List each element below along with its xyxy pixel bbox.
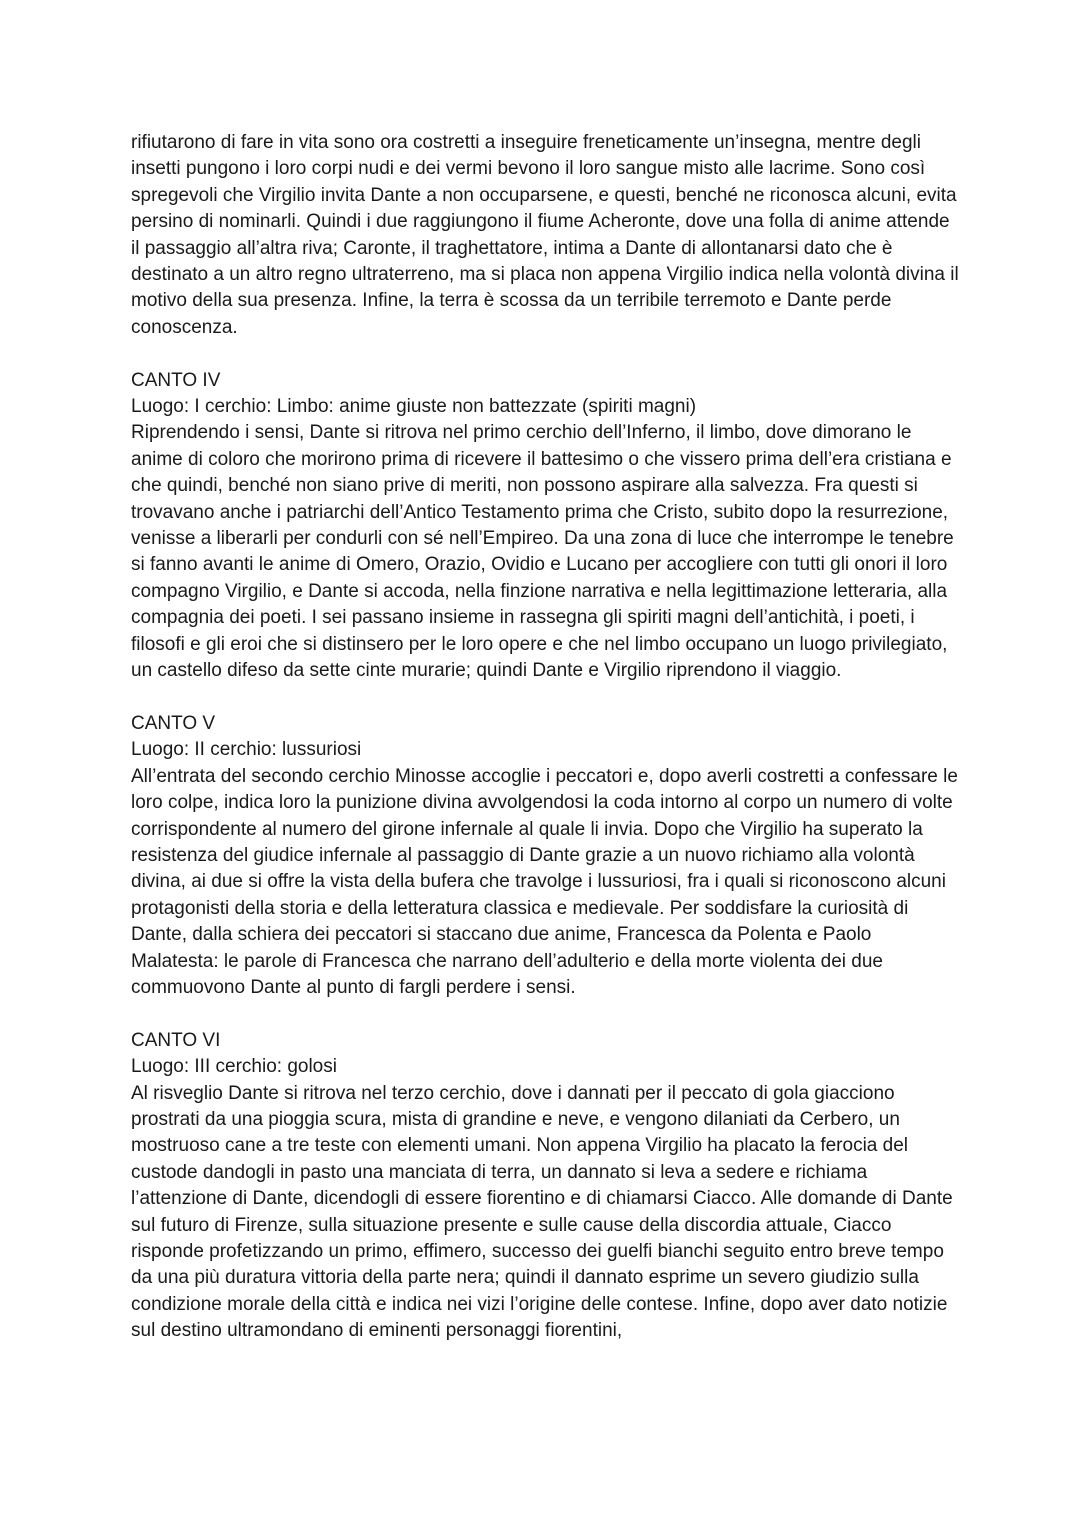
canto-iv-text: Riprendendo i sensi, Dante si ritrova nel primo cerchio dell’Inferno, il limbo, dove dimorano le anime di coloro che morirono prima di ricevere il battesimo o che vissero prima dell’era cristiana e che quindi, benché non siano prive di meriti, non possono aspirare alla salvezza. Fra questi si trovavano anche i patriarchi dell’Antico Testamento prima che Cristo, subito dopo la resurrezione, venisse a liberarli per condurli con sé nell’Empireo. Da una zona di luce che interrompe le tenebre si fanno avanti le anime di Omero, Orazio, Ovidio e Lucano per accogliere con tutti gli onori il loro compagno Virgilio, e Dante si accoda, nella finzione narrativa e nella legittimazione letteraria, alla compagnia dei poeti. I sei passano insieme in rassegna gli spiriti magni dell’antichità, i poeti, i filosofi e gli eroi che si distinsero per le loro opere e che nel limbo occupano un luogo privilegiato, un castello difeso da sette cinte murarie; quindi Dante e Virgilio riprendono il viaggio. [131,422,954,682]
canto-vi-text: Al risveglio Dante si ritrova nel terzo cerchio, dove i dannati per il peccato di gola giacciono prostrati da una pioggia scura, mista di grandine e neve, e vengono dilaniati da Cerbero, un mostruoso cane a tre teste con elementi umani. Non appena Virgilio ha placato la ferocia del custode dandogli in pasto una manciata di terra, un dannato si leva a sedere e richiama l’attenzione di Dante, dicendogli di essere fiorentino e di chiamarsi Ciacco. Alle domande di Dante sul futuro di Firenze, sulla situazione presente e sulle cause della discordia attuale, Ciacco risponde profetizzando un primo, effimero, successo dei guelfi bianchi seguito entro breve tempo da una più duratura vittoria della parte nera; quindi il dannato esprime un severo giudizio sulla condizione morale della città e indica nei vizi l’origine delle contese. Infine, dopo aver dato notizie sul destino ultramondano di eminenti personaggi fiorentini, [131,1082,953,1342]
canto-v-title: CANTO V [131,712,216,734]
canto-iv-place: Luogo: I cerchio: Limbo: anime giuste non battezzate (spiriti magni) [131,396,697,418]
canto-vi-title: CANTO VI [131,1029,221,1051]
canto-iv-title: CANTO IV [131,369,221,391]
intro-paragraph: rifiutarono di fare in vita sono ora costretti a inseguire freneticamente un’insegna, mentre degli insetti pungono i loro corpi nudi e dei vermi bevono il loro sangue misto alle lacrime. Sono così spregevoli che Virgilio invita Dante a non occuparsene, e questi, benché ne riconosca alcuni, evita persino di nominarli. Quindi i due raggiungono il fiume Acheronte, dove una folla di anime attende il passaggio all’altra riva; Caronte, il traghettatore, intima a Dante di allontanarsi dato che è destinato a un altro regno ultraterreno, ma si placa non appena Virgilio indica nella volontà divina il motivo della sua presenza. Infine, la terra è scossa da un terribile terremoto e Dante perde conoscenza. [131,132,959,338]
canto-iv-section [131,368,961,685]
canto-vi-section [131,1028,961,1345]
canto-vi-place: Luogo: III cerchio: golosi [131,1056,337,1078]
document-page [131,130,961,1345]
canto-v-text: All’entrata del secondo cerchio Minosse accoglie i peccatori e, dopo averli costretti a confessare le loro colpe, indica loro la punizione divina avvolgendosi la coda intorno al corpo un numero di volte corrispondente al numero del girone infernale al quale li invia. Dopo che Virgilio ha superato la resistenza del giudice infernale al passaggio di Dante grazie a un nuovo richiamo alla volontà divina, ai due si offre la vista della bufera che travolge i lussuriosi, fra i quali si riconoscono alcuni protagonisti della storia e della letteratura classica e medievale. Per soddisfare la curiosità di Dante, dalla schiera dei peccatori si staccano due anime, Francesca da Polenta e Paolo Malatesta: le parole di Francesca che narrano dell’adulterio e della morte violenta dei due commuovono Dante al punto di fargli perdere i sensi. [131,765,958,998]
canto-v-section [131,711,961,1001]
canto-v-place: Luogo: II cerchio: lussuriosi [131,739,362,761]
